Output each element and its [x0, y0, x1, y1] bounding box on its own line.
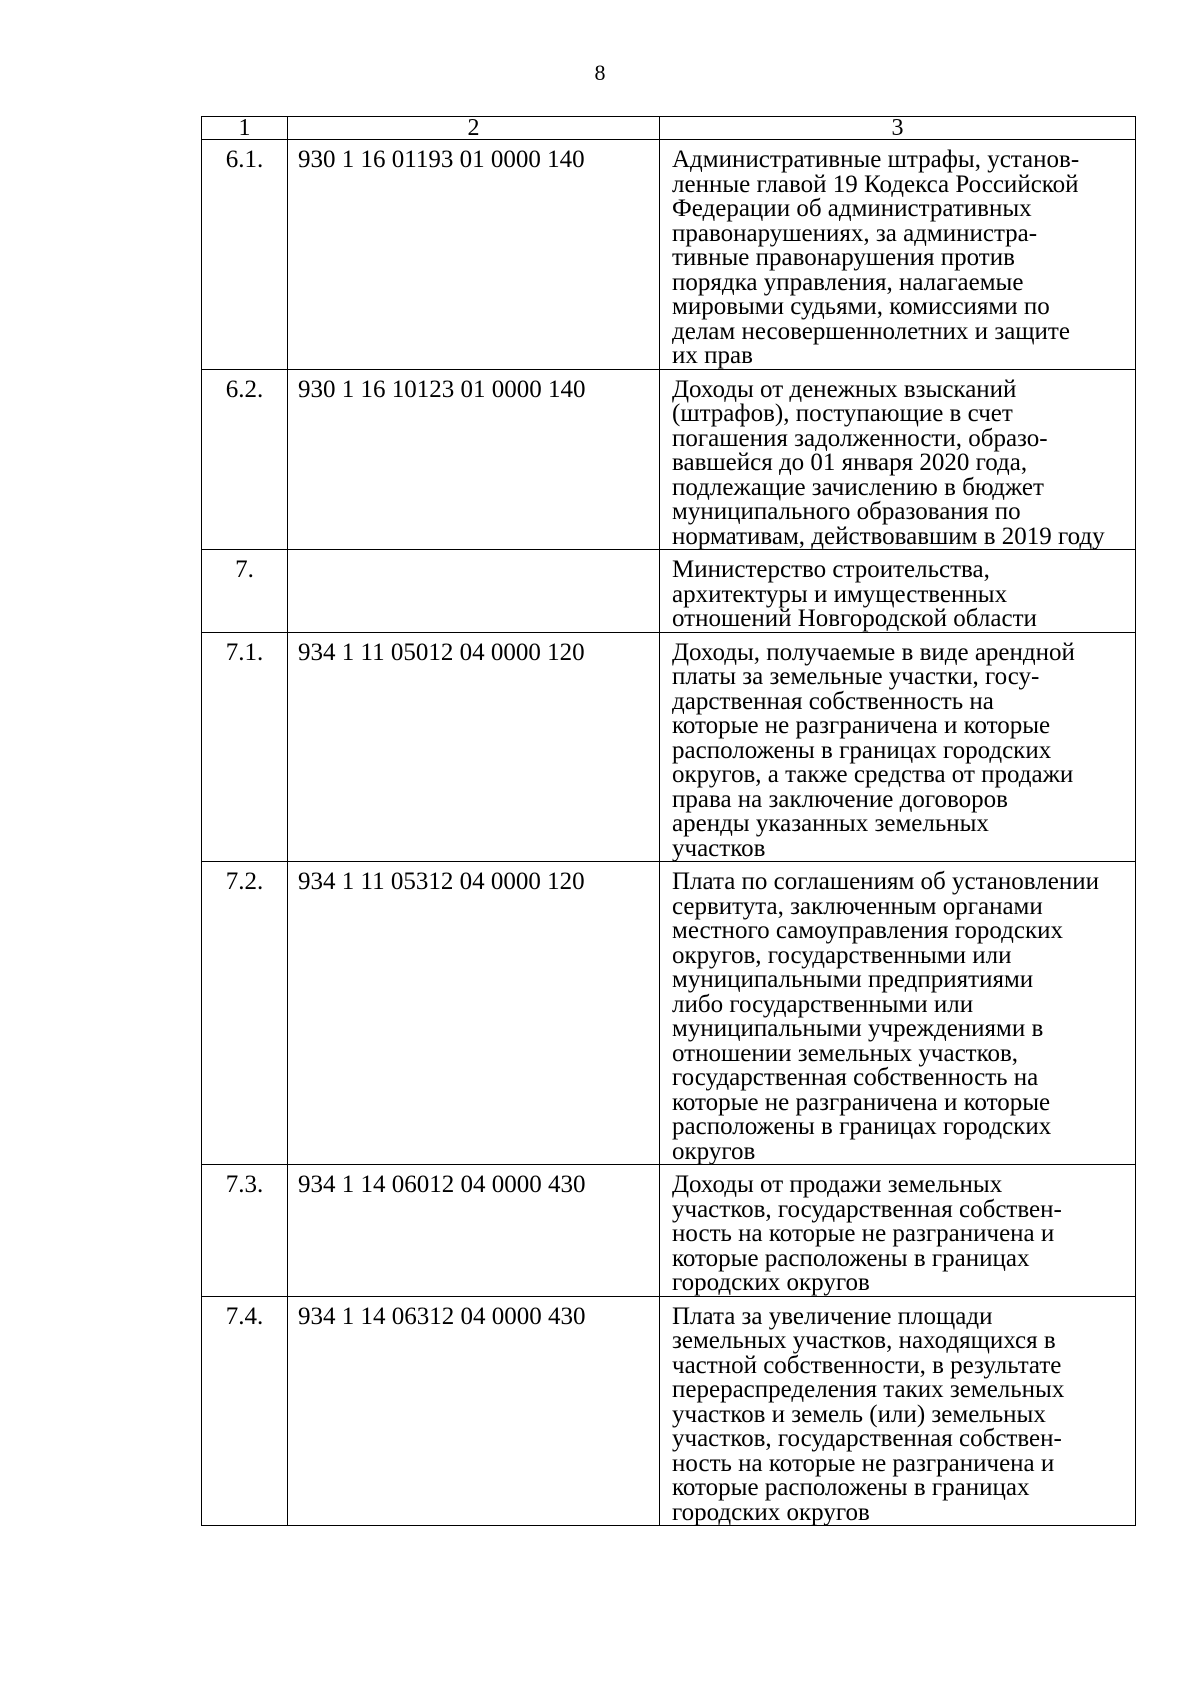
budget-code: 934 1 11 05012 04 0000 120: [288, 632, 660, 862]
description-line: отношений Новгородской области: [672, 605, 1037, 632]
description-line: которые не разграничена и которые: [672, 1088, 1051, 1116]
description-line: местного самоуправления городских: [672, 917, 1063, 944]
description-line: нормативам, действовавшим в 2019 году: [672, 522, 1105, 550]
description-line: частной собственности, в результате: [672, 1351, 1062, 1379]
description-line: муниципального образования по: [672, 498, 1021, 525]
description-line: расположены в границах городских: [672, 736, 1052, 764]
description-line: подлежащие зачислению в бюджет: [672, 473, 1044, 501]
description-line: либо государственными или: [672, 990, 974, 1018]
revenue-description: [660, 632, 1136, 862]
description-line: Федерации об административных: [672, 195, 1032, 222]
description-line: округов: [672, 1137, 756, 1165]
row-number: 7.: [202, 550, 288, 633]
description-line: отношении земельных участков,: [672, 1039, 1019, 1067]
table-row: [202, 632, 1136, 862]
budget-code: [288, 550, 660, 633]
budget-code: 934 1 14 06012 04 0000 430: [288, 1165, 660, 1297]
description-line: которые расположены в границах: [672, 1474, 1030, 1501]
table-header: [202, 117, 1136, 140]
description-line: Плата за увеличение площади: [672, 1302, 993, 1330]
description-line: участков, государственная собствен-: [672, 1195, 1062, 1223]
header-row: [202, 117, 1136, 140]
description-line: права на заключение договоров: [672, 785, 1008, 813]
description-line: округов, государственными или: [672, 941, 1012, 969]
row-number: 7.3.: [202, 1165, 288, 1297]
table-row: [202, 1165, 1136, 1297]
budget-code: 934 1 14 06312 04 0000 430: [288, 1296, 660, 1526]
header-col-2: 2: [288, 117, 660, 140]
row-number: 6.2.: [202, 369, 288, 550]
description-line: Доходы, получаемые в виде арендной: [672, 638, 1075, 666]
description-line: муниципальными учреждениями в: [672, 1015, 1044, 1042]
description-line: порядка управления, налагаемые: [672, 268, 1024, 296]
description-line: ность на которые не разграничена и: [672, 1220, 1055, 1247]
description-line: ность на которые не разграничена и: [672, 1449, 1055, 1477]
revenue-codes-table: [201, 116, 1136, 1526]
description-line: Доходы от продажи земельных: [672, 1171, 1003, 1198]
table-row: [202, 369, 1136, 550]
description-line: Доходы от денежных взысканий: [672, 375, 1017, 403]
description-line: участков, государственная собствен-: [672, 1425, 1062, 1452]
description-line: сервитута, заключенным органами: [672, 892, 1043, 920]
revenue-description: [660, 1165, 1136, 1297]
description-line: городских округов: [672, 1498, 870, 1526]
description-line: правонарушениях, за администра-: [672, 219, 1038, 247]
header-col-3: 3: [660, 117, 1136, 140]
description-line: делам несовершеннолетних и защите: [672, 317, 1070, 345]
table-row: [202, 140, 1136, 370]
revenue-description: [660, 862, 1136, 1165]
description-line: Административные штрафы, установ-: [672, 146, 1080, 173]
description-line: погашения задолженности, образо-: [672, 424, 1048, 452]
budget-code: 934 1 11 05312 04 0000 120: [288, 862, 660, 1165]
description-line: государственная собственность на: [672, 1064, 1039, 1091]
row-number: 6.1.: [202, 140, 288, 370]
description-line: аренды указанных земельных: [672, 810, 989, 837]
revenue-description: [660, 140, 1136, 370]
description-line: которые не разграничена и которые: [672, 712, 1051, 739]
revenue-description: [660, 550, 1136, 633]
table-row: [202, 1296, 1136, 1526]
description-line: Плата по соглашениям об установлении: [672, 868, 1099, 895]
row-number: 7.1.: [202, 632, 288, 862]
row-number: 7.2.: [202, 862, 288, 1165]
budget-code: 930 1 16 10123 01 0000 140: [288, 369, 660, 550]
table-body: [202, 140, 1136, 1526]
description-line: муниципальными предприятиями: [672, 966, 1034, 993]
header-col-1: 1: [202, 117, 288, 140]
description-line: (штрафов), поступающие в счет: [672, 400, 1013, 427]
description-line: вавшейся до 01 января 2020 года,: [672, 449, 1028, 476]
description-line: расположены в границах городских: [672, 1113, 1052, 1140]
table-row: [202, 862, 1136, 1165]
description-line: земельных участков, находящихся в: [672, 1327, 1056, 1354]
description-line: которые расположены в границах: [672, 1244, 1030, 1272]
description-line: архитектуры и имущественных: [672, 580, 1008, 608]
page-number: 8: [594, 60, 606, 85]
description-line: участков: [672, 834, 766, 862]
revenue-description: [660, 369, 1136, 550]
table-row: [202, 550, 1136, 633]
description-line: ленные главой 19 Кодекса Российской: [672, 170, 1079, 198]
description-line: тивные правонарушения против: [672, 244, 1015, 271]
description-line: Министерство строительства,: [672, 556, 990, 583]
description-line: участков и земель (или) земельных: [672, 1400, 1046, 1428]
description-line: округов, а также средства от продажи: [672, 761, 1074, 788]
description-line: перераспределения таких земельных: [672, 1376, 1065, 1403]
budget-code: 930 1 16 01193 01 0000 140: [288, 140, 660, 370]
description-line: их прав: [672, 342, 753, 369]
description-line: дарственная собственность на: [672, 687, 994, 715]
description-line: городских округов: [672, 1269, 870, 1296]
description-line: мировыми судьями, комиссиями по: [672, 293, 1050, 320]
row-number: 7.4.: [202, 1296, 288, 1526]
revenue-description: [660, 1296, 1136, 1526]
description-line: платы за земельные участки, госу-: [672, 663, 1040, 690]
